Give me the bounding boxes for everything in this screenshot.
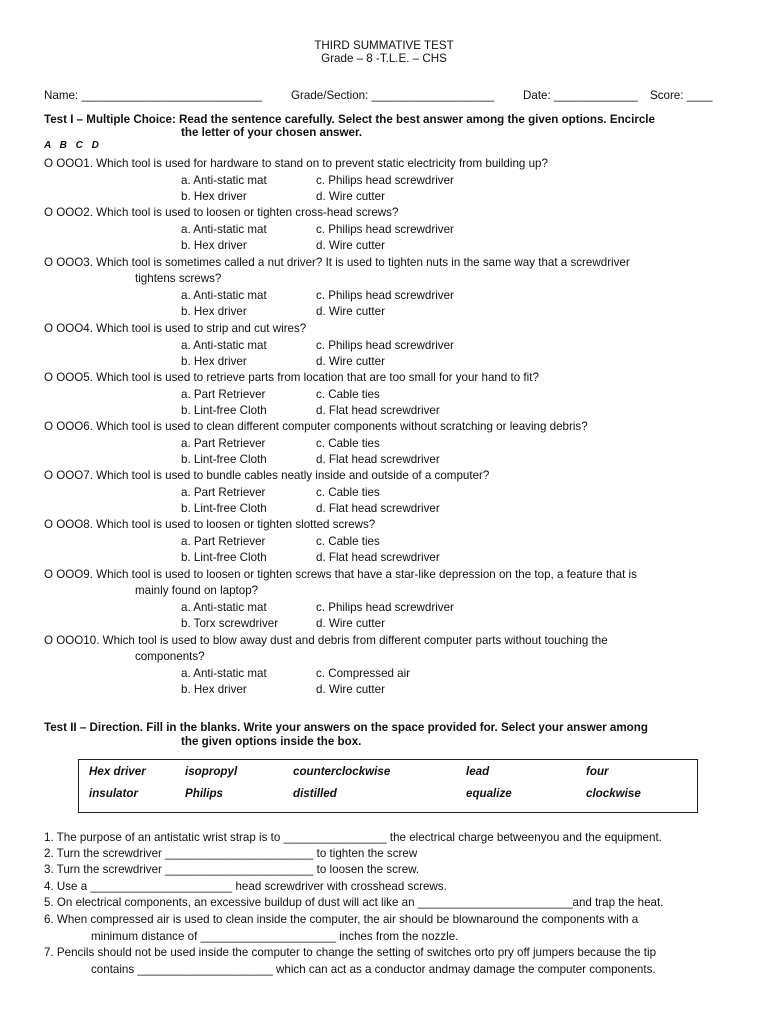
answer-option-b[interactable]: b. Torx screwdriver (181, 617, 279, 630)
answer-option-c[interactable]: c. Philips head screwdriver (316, 339, 454, 352)
answer-option-a[interactable]: a. Anti-static mat (181, 339, 267, 352)
fill-in-item: 5. On electrical components, an excessive buildup of dust will act like an ________________________and trap the heat. (44, 896, 664, 909)
question-text: O OOO3. Which tool is sometimes called a nut driver? It is used to tighten nuts in the same way that a screwdriver (44, 256, 630, 269)
question-text-continued: mainly found on laptop? (135, 584, 259, 597)
answer-option-d[interactable]: d. Flat head screwdriver (316, 551, 440, 564)
question-text: O OOO8. Which tool is used to loosen or tighten slotted screws? (44, 518, 376, 531)
test2-heading-line2: the given options inside the box. (181, 735, 362, 748)
answer-option-a[interactable]: a. Anti-static mat (181, 601, 267, 614)
word-bank-option: insulator (89, 787, 138, 800)
answer-option-b[interactable]: b. Hex driver (181, 305, 247, 318)
question-text-continued: components? (135, 650, 205, 663)
fill-in-item: 4. Use a ______________________ head screwdriver with crosshead screws. (44, 880, 447, 893)
answer-option-b[interactable]: b. Lint-free Cloth (181, 551, 267, 564)
answer-option-d[interactable]: d. Flat head screwdriver (316, 453, 440, 466)
answer-option-d[interactable]: d. Wire cutter (316, 305, 385, 318)
answer-option-c[interactable]: c. Compressed air (316, 667, 411, 680)
document-subtitle: Grade – 8 -T.L.E. – CHS (321, 52, 447, 65)
document-title: THIRD SUMMATIVE TEST (314, 39, 454, 52)
answer-option-a[interactable]: a. Anti-static mat (181, 223, 267, 236)
answer-option-a[interactable]: a. Part Retriever (181, 437, 266, 450)
answer-option-c[interactable]: c. Cable ties (316, 437, 380, 450)
grade-section-field[interactable]: Grade/Section: ___________________ (291, 89, 495, 102)
answer-option-b[interactable]: b. Hex driver (181, 239, 247, 252)
question-text: O OOO6. Which tool is used to clean different computer components without scratching or leaving debris? (44, 420, 588, 433)
answer-option-d[interactable]: d. Wire cutter (316, 239, 385, 252)
word-bank-option: equalize (466, 787, 512, 800)
answer-option-d[interactable]: d. Wire cutter (316, 190, 385, 203)
answer-option-c[interactable]: c. Cable ties (316, 535, 380, 548)
answer-option-c[interactable]: c. Philips head screwdriver (316, 223, 454, 236)
question-text: O OOO7. Which tool is used to bundle cables neatly inside and outside of a computer? (44, 469, 490, 482)
answer-option-a[interactable]: a. Part Retriever (181, 486, 266, 499)
question-text: O OOO5. Which tool is used to retrieve parts from location that are too small for your hand to fit? (44, 371, 539, 384)
score-field[interactable]: Score: ____ (650, 89, 713, 102)
word-bank-option: clockwise (586, 787, 641, 800)
fill-in-item: minimum distance of _____________________ inches from the nozzle. (91, 930, 459, 943)
test2-heading-text: – Direction. Fill in the blanks. Write your answers on the space provided for. Select your answer among (76, 721, 648, 734)
name-field[interactable]: Name: ____________________________ (44, 89, 262, 102)
word-bank-box (78, 759, 698, 813)
word-bank-option: distilled (293, 787, 337, 800)
answer-option-a[interactable]: a. Part Retriever (181, 535, 266, 548)
answer-option-b[interactable]: b. Hex driver (181, 190, 247, 203)
answer-option-a[interactable]: a. Anti-static mat (181, 667, 267, 680)
word-bank-option: isopropyl (185, 765, 238, 778)
answer-option-d[interactable]: d. Flat head screwdriver (316, 404, 440, 417)
answer-option-c[interactable]: c. Cable ties (316, 388, 380, 401)
answer-option-d[interactable]: d. Wire cutter (316, 617, 385, 630)
word-bank-option: Hex driver (89, 765, 146, 778)
date-field[interactable]: Date: _____________ (523, 89, 638, 102)
word-bank-option: counterclockwise (293, 765, 391, 778)
answer-option-a[interactable]: a. Anti-static mat (181, 289, 267, 302)
question-text: O OOO9. Which tool is used to loosen or tighten screws that have a star-like depression on the top, a feature that is (44, 568, 637, 581)
answer-option-b[interactable]: b. Hex driver (181, 683, 247, 696)
fill-in-item: 2. Turn the screwdriver _______________________ to tighten the screw (44, 847, 418, 860)
test2-heading (44, 721, 648, 734)
answer-option-c[interactable]: c. Philips head screwdriver (316, 601, 454, 614)
answer-option-b[interactable]: b. Lint-free Cloth (181, 502, 267, 515)
question-text-continued: tightens screws? (135, 272, 222, 285)
answer-option-d[interactable]: d. Flat head screwdriver (316, 502, 440, 515)
answer-option-c[interactable]: c. Philips head screwdriver (316, 289, 454, 302)
fill-in-item: 7. Pencils should not be used inside the computer to change the setting of switches orto pry off jumpers because the tip (44, 946, 657, 959)
answer-option-a[interactable]: a. Anti-static mat (181, 174, 267, 187)
test1-heading (44, 113, 655, 126)
question-text: O OOO1. Which tool is used for hardware to stand on to prevent static electricity from building up? (44, 157, 548, 170)
answer-option-c[interactable]: c. Cable ties (316, 486, 380, 499)
answer-option-d[interactable]: d. Wire cutter (316, 355, 385, 368)
word-bank-option: Philips (185, 787, 224, 800)
fill-in-item: 1. The purpose of an antistatic wrist strap is to ________________ the electrical charge betweenyou and the equipment. (44, 831, 662, 844)
answer-option-b[interactable]: b. Lint-free Cloth (181, 404, 267, 417)
test1-heading-line2: the letter of your chosen answer. (181, 126, 363, 139)
test1-heading-prefix: Test I (44, 113, 74, 126)
word-bank-option: four (586, 765, 609, 778)
answer-option-a[interactable]: a. Part Retriever (181, 388, 266, 401)
test1-heading-text: – Multiple Choice: Read the sentence carefully. Select the best answer among the given options. Encircle (73, 113, 655, 126)
question-text: O OOO4. Which tool is used to strip and cut wires? (44, 322, 307, 335)
answer-option-d[interactable]: d. Wire cutter (316, 683, 385, 696)
question-text: O OOO10. Which tool is used to blow away dust and debris from different computer parts without touching the (44, 634, 608, 647)
answer-letters-header: A B C D (44, 140, 102, 151)
fill-in-item: 3. Turn the screwdriver _______________________ to loosen the screw. (44, 863, 420, 876)
answer-option-c[interactable]: c. Philips head screwdriver (316, 174, 454, 187)
fill-in-item: 6. When compressed air is used to clean inside the computer, the air should be blownaround the components with a (44, 913, 639, 926)
word-bank-option: lead (466, 765, 490, 778)
fill-in-item: contains _____________________ which can act as a conductor andmay damage the computer components. (91, 963, 656, 976)
question-text: O OOO2. Which tool is used to loosen or tighten cross-head screws? (44, 206, 399, 219)
test2-heading-prefix: Test II (44, 721, 77, 734)
answer-option-b[interactable]: b. Lint-free Cloth (181, 453, 267, 466)
answer-option-b[interactable]: b. Hex driver (181, 355, 247, 368)
